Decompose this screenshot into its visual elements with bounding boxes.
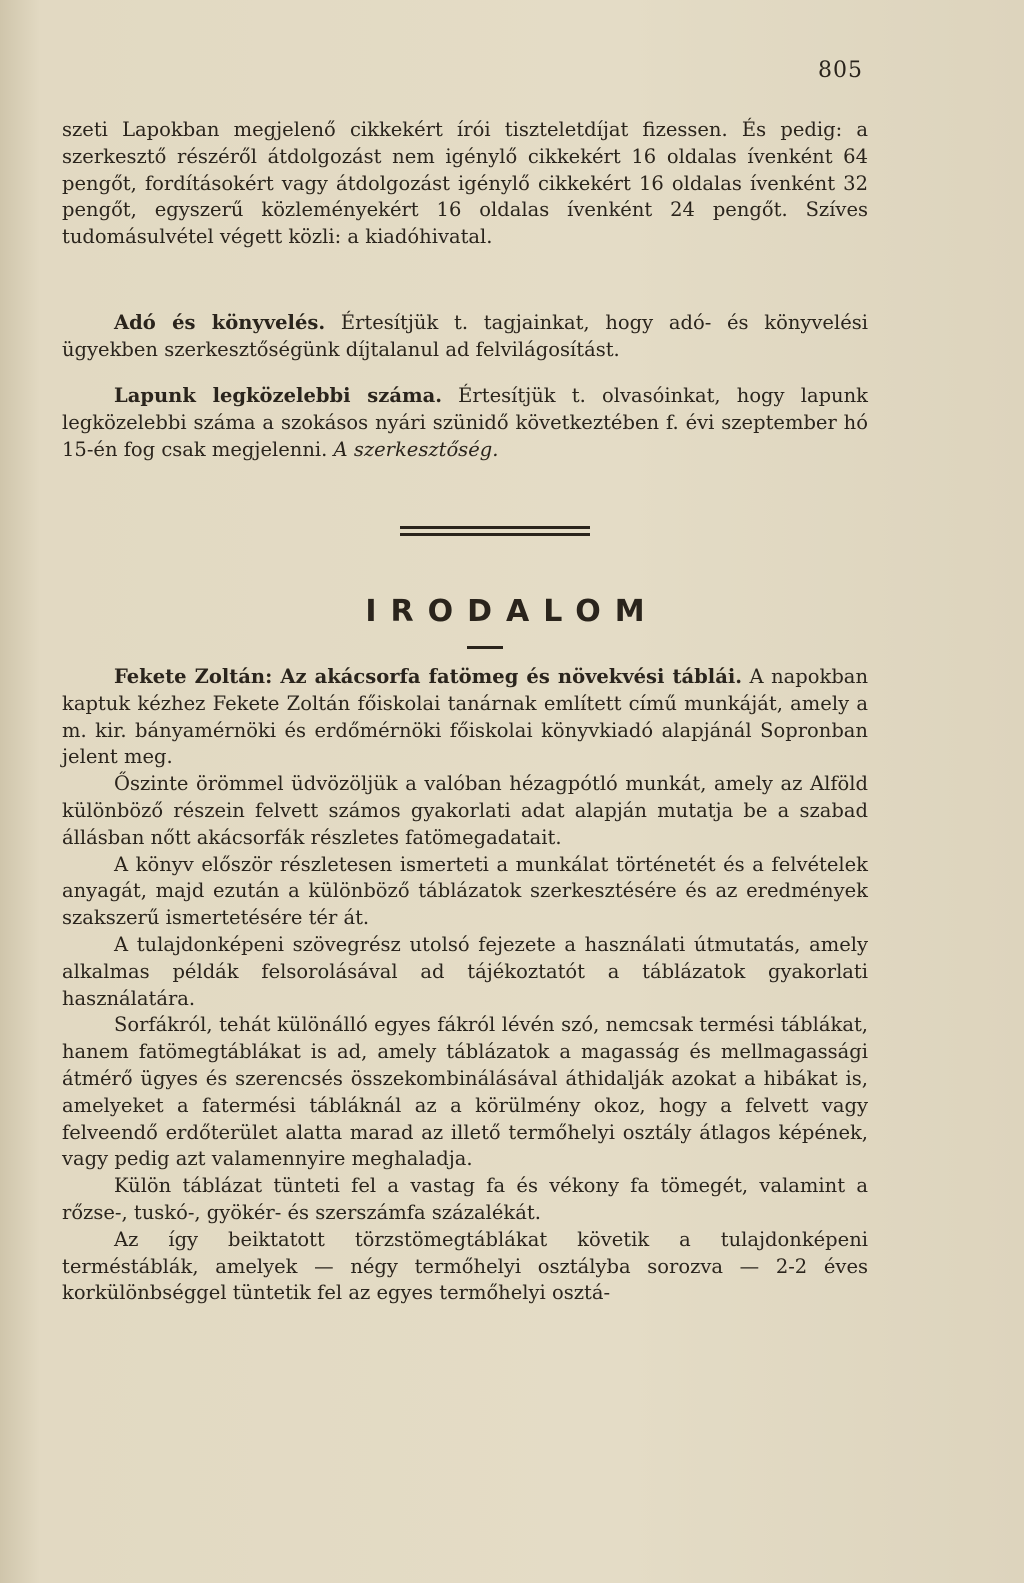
notice-signature: A szerkesztőség. [333,437,499,461]
section-heading: IRODALOM [365,594,659,629]
review-paragraph [62,664,868,771]
notice-paragraph [62,383,868,463]
review-title: Fekete Zoltán: Az akácsorfa fatömeg és növekvési táblái. [114,665,743,688]
page-number: 805 [818,58,863,83]
notice-title: Adó és könyvelés. [114,311,326,334]
review-paragraph: A tulajdonképeni szövegrész utolsó fejezete a használati útmutatás, amely alkalmas példák felsorolásával ad tájékoztatót a táblázatok gyakorlati használatára. [62,932,868,1010]
review-paragraph: Sorfákról, tehát különálló egyes fákról lévén szó, nemcsak termési táblákat, hanem fatömegtáblákat is ad, amely táblázatok a magasság és mellmagassági átmérő ügyes és szerencsés összekombinálásával áthidalják azokat a hibákat is, amelyeket a fatermési tábláknál az a körülmény okoz, hogy a felvett vagy felveendő erdőterület alatta marad az illető termőhelyi osztály átlagos képének, vagy pedig azt valamennyire meghaladja. [62,1013,868,1171]
notice-next-issue [62,383,868,463]
review-paragraph: Az így beiktatott törzstömegtáblákat követik a tulajdonképeni terméstáblák, amelyek — négy termőhelyi osztályba sorozva — 2-2 éves korkülönbséggel tüntetik fel az egyes termőhelyi osztá- [62,1227,868,1305]
paragraph-text: szeti Lapokban megjelenő cikkekért írói tiszteletdíjat fizessen. És pedig: a szerkesztő részéről átdolgozást nem igénylő cikkekért 16 oldalas ívenként 64 pengőt, fordításokért vagy átdolgozást igénylő cikkekért 16 oldalas ívenként 32 pengőt, egyszerű közleményekért 16 oldalas ívenként 24 pengőt. Szíves tudomásulvétel végett közli: a kiadóhivatal. [62,118,868,249]
continuation-paragraph [62,117,868,251]
notice-title: Lapunk legközelebbi száma. [114,384,443,407]
review-paragraph: A könyv először részletesen ismerteti a munkálat történetét és a felvételek anyagát, majd ezután a különböző táblázatok szerkesztésére és az eredmények szakszerű ismertetésére tér át. [62,852,868,930]
notice-body: Értesítjük t. olvasóinkat, hogy lapunk legközelebbi száma a szokásos nyári szünidő következtében f. évi szeptember hó 15-én fog csak megjelenni. [62,384,868,461]
heading-underline [467,646,503,649]
literature-review [62,664,868,1307]
notice-tax-accounting [62,310,868,364]
review-paragraph: Külön táblázat tünteti fel a vastag fa és vékony fa tömegét, valamint a rőzse-, tuskó-, gyökér- és szerszámfa százalékát. [62,1174,868,1224]
review-paragraph: Őszinte örömmel üdvözöljük a valóban hézagpótló munkát, amely az Alföld különböző részein felvett számos gyakorlati adat alapján mutatja be a szabad állásban nőtt akácsorfák részletes fatömegadatait. [62,772,868,849]
review-text: A napokban kaptuk kézhez Fekete Zoltán főiskolai tanárnak említett című munkáját, amely a m. kir. bányamérnöki és erdőmérnöki főiskolai könyvkiadó alapjánál Sopronban jelent meg. [62,665,868,769]
notice-paragraph [62,310,868,364]
notice-body: Értesítjük t. tagjainkat, hogy adó- és könyvelési ügyekben szerkesztőségünk díjtalanul ad felvilágosítást. [62,311,868,361]
divider-line [400,526,590,529]
divider-line [400,533,590,536]
